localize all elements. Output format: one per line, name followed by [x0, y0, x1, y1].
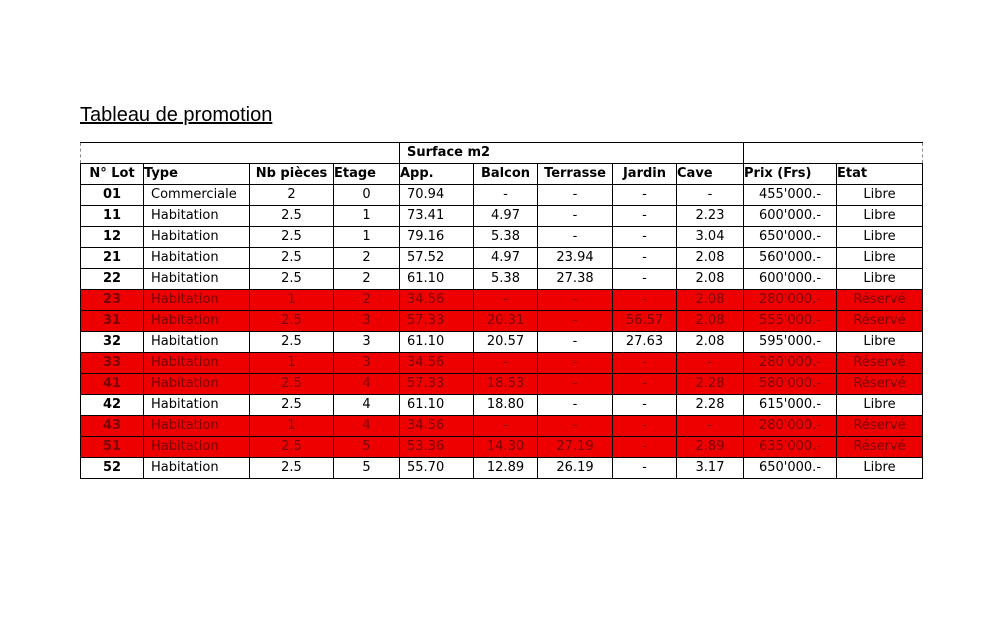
- cell-pieces: 2.5: [250, 374, 334, 395]
- cell-app: 57.33: [400, 311, 474, 332]
- cell-etage: 4: [334, 395, 400, 416]
- table-row: [81, 185, 923, 206]
- cell-etat: Réservé: [837, 311, 923, 332]
- table-row: [81, 248, 923, 269]
- cell-balcon: 12.89: [474, 458, 538, 479]
- cell-type: Commerciale: [144, 185, 250, 206]
- cell-type: Habitation: [144, 395, 250, 416]
- cell-etat: Réservé: [837, 290, 923, 311]
- cell-terrasse: 26.19: [538, 458, 613, 479]
- cell-lot: 52: [81, 458, 144, 479]
- table-row: [81, 206, 923, 227]
- cell-lot: 22: [81, 269, 144, 290]
- cell-etat: Libre: [837, 248, 923, 269]
- cell-etat: Libre: [837, 206, 923, 227]
- cell-type: Habitation: [144, 332, 250, 353]
- cell-pieces: 1: [250, 353, 334, 374]
- cell-etage: 1: [334, 206, 400, 227]
- cell-pieces: 2.5: [250, 332, 334, 353]
- cell-type: Habitation: [144, 248, 250, 269]
- cell-etat: Libre: [837, 395, 923, 416]
- cell-app: 57.52: [400, 248, 474, 269]
- cell-app: 53.36: [400, 437, 474, 458]
- table-row: [81, 290, 923, 311]
- cell-balcon: 14.30: [474, 437, 538, 458]
- table-row: [81, 374, 923, 395]
- cell-prix: 650'000.-: [744, 227, 837, 248]
- cell-jardin: 56.57: [613, 311, 677, 332]
- cell-etage: 2: [334, 290, 400, 311]
- table-row: [81, 332, 923, 353]
- cell-cave: 2.89: [677, 437, 744, 458]
- table-row: [81, 227, 923, 248]
- cell-etat: Réservé: [837, 437, 923, 458]
- cell-pieces: 2.5: [250, 395, 334, 416]
- cell-pieces: 2.5: [250, 458, 334, 479]
- group-header-blank-right: [744, 143, 923, 164]
- cell-terrasse: 23.94: [538, 248, 613, 269]
- cell-cave: -: [677, 353, 744, 374]
- table-row: [81, 458, 923, 479]
- cell-jardin: -: [613, 290, 677, 311]
- cell-pieces: 2.5: [250, 248, 334, 269]
- cell-prix: 595'000.-: [744, 332, 837, 353]
- cell-lot: 01: [81, 185, 144, 206]
- cell-terrasse: -: [538, 374, 613, 395]
- cell-etat: Libre: [837, 332, 923, 353]
- cell-etage: 4: [334, 416, 400, 437]
- cell-prix: 600'000.-: [744, 206, 837, 227]
- cell-jardin: -: [613, 395, 677, 416]
- col-header-balcon: Balcon: [474, 164, 538, 185]
- table-row: [81, 311, 923, 332]
- cell-etage: 3: [334, 353, 400, 374]
- promotion-table: [80, 142, 923, 479]
- cell-jardin: -: [613, 437, 677, 458]
- col-header-pieces: Nb pièces: [250, 164, 334, 185]
- cell-app: 57.33: [400, 374, 474, 395]
- col-header-lot: N° Lot: [81, 164, 144, 185]
- cell-balcon: 20.31: [474, 311, 538, 332]
- cell-type: Habitation: [144, 353, 250, 374]
- cell-lot: 23: [81, 290, 144, 311]
- cell-type: Habitation: [144, 416, 250, 437]
- table-row: [81, 416, 923, 437]
- cell-prix: 280'000.-: [744, 416, 837, 437]
- cell-lot: 33: [81, 353, 144, 374]
- cell-terrasse: -: [538, 395, 613, 416]
- cell-type: Habitation: [144, 269, 250, 290]
- cell-prix: 560'000.-: [744, 248, 837, 269]
- table-row: [81, 353, 923, 374]
- cell-etage: 3: [334, 332, 400, 353]
- cell-balcon: 4.97: [474, 248, 538, 269]
- page-title: Tableau de promotion: [80, 104, 273, 126]
- cell-cave: 2.28: [677, 395, 744, 416]
- cell-balcon: 5.38: [474, 227, 538, 248]
- cell-balcon: -: [474, 353, 538, 374]
- col-header-etage: Etage: [334, 164, 400, 185]
- cell-etage: 5: [334, 437, 400, 458]
- col-header-terrasse: Terrasse: [538, 164, 613, 185]
- table-row: [81, 395, 923, 416]
- cell-lot: 42: [81, 395, 144, 416]
- cell-app: 55.70: [400, 458, 474, 479]
- cell-balcon: 18.53: [474, 374, 538, 395]
- cell-jardin: -: [613, 269, 677, 290]
- table-header-row: [81, 164, 923, 185]
- cell-balcon: 5.38: [474, 269, 538, 290]
- cell-terrasse: -: [538, 185, 613, 206]
- cell-pieces: 2.5: [250, 227, 334, 248]
- cell-prix: 635'000.-: [744, 437, 837, 458]
- table-group-header-row: [81, 143, 923, 164]
- cell-etat: Réservé: [837, 353, 923, 374]
- cell-etat: Libre: [837, 269, 923, 290]
- cell-balcon: -: [474, 416, 538, 437]
- cell-jardin: -: [613, 353, 677, 374]
- cell-etat: Réservé: [837, 374, 923, 395]
- cell-lot: 31: [81, 311, 144, 332]
- cell-balcon: -: [474, 185, 538, 206]
- cell-terrasse: 27.19: [538, 437, 613, 458]
- cell-cave: 2.28: [677, 374, 744, 395]
- group-header-blank: [81, 143, 400, 164]
- table-row: [81, 437, 923, 458]
- cell-lot: 51: [81, 437, 144, 458]
- cell-etage: 4: [334, 374, 400, 395]
- cell-type: Habitation: [144, 227, 250, 248]
- cell-jardin: -: [613, 248, 677, 269]
- cell-cave: 2.08: [677, 311, 744, 332]
- cell-etat: Libre: [837, 185, 923, 206]
- cell-cave: 2.08: [677, 332, 744, 353]
- cell-type: Habitation: [144, 437, 250, 458]
- cell-type: Habitation: [144, 458, 250, 479]
- cell-etat: Libre: [837, 458, 923, 479]
- cell-app: 79.16: [400, 227, 474, 248]
- table-body: [81, 185, 923, 479]
- cell-prix: 615'000.-: [744, 395, 837, 416]
- cell-lot: 21: [81, 248, 144, 269]
- cell-lot: 32: [81, 332, 144, 353]
- cell-jardin: -: [613, 374, 677, 395]
- cell-terrasse: -: [538, 206, 613, 227]
- cell-pieces: 2.5: [250, 437, 334, 458]
- cell-pieces: 2.5: [250, 206, 334, 227]
- cell-lot: 12: [81, 227, 144, 248]
- cell-prix: 555'000.-: [744, 311, 837, 332]
- cell-pieces: 1: [250, 416, 334, 437]
- cell-terrasse: 27.38: [538, 269, 613, 290]
- cell-terrasse: -: [538, 311, 613, 332]
- cell-pieces: 1: [250, 290, 334, 311]
- cell-balcon: -: [474, 290, 538, 311]
- cell-pieces: 2.5: [250, 269, 334, 290]
- cell-terrasse: -: [538, 332, 613, 353]
- cell-prix: 280'000.-: [744, 290, 837, 311]
- cell-terrasse: -: [538, 353, 613, 374]
- cell-terrasse: -: [538, 290, 613, 311]
- cell-jardin: -: [613, 227, 677, 248]
- cell-jardin: -: [613, 416, 677, 437]
- cell-type: Habitation: [144, 374, 250, 395]
- cell-terrasse: -: [538, 416, 613, 437]
- cell-app: 61.10: [400, 332, 474, 353]
- cell-jardin: -: [613, 185, 677, 206]
- cell-pieces: 2.5: [250, 311, 334, 332]
- cell-jardin: -: [613, 458, 677, 479]
- cell-jardin: 27.63: [613, 332, 677, 353]
- cell-cave: 2.08: [677, 248, 744, 269]
- cell-cave: -: [677, 416, 744, 437]
- cell-etat: Libre: [837, 227, 923, 248]
- col-header-jardin: Jardin: [613, 164, 677, 185]
- cell-cave: 2.23: [677, 206, 744, 227]
- cell-app: 61.10: [400, 269, 474, 290]
- cell-app: 70.94: [400, 185, 474, 206]
- col-header-cave: Cave: [677, 164, 744, 185]
- table-row: [81, 269, 923, 290]
- cell-cave: 2.08: [677, 290, 744, 311]
- cell-etage: 2: [334, 269, 400, 290]
- cell-app: 34.56: [400, 353, 474, 374]
- col-header-type: Type: [144, 164, 250, 185]
- cell-prix: 600'000.-: [744, 269, 837, 290]
- cell-type: Habitation: [144, 206, 250, 227]
- cell-balcon: 18.80: [474, 395, 538, 416]
- cell-cave: 2.08: [677, 269, 744, 290]
- cell-prix: 455'000.-: [744, 185, 837, 206]
- cell-lot: 41: [81, 374, 144, 395]
- cell-type: Habitation: [144, 290, 250, 311]
- cell-pieces: 2: [250, 185, 334, 206]
- col-header-prix: Prix (Frs): [744, 164, 837, 185]
- cell-lot: 11: [81, 206, 144, 227]
- cell-app: 34.56: [400, 416, 474, 437]
- cell-cave: -: [677, 185, 744, 206]
- col-header-app: App.: [400, 164, 474, 185]
- cell-etage: 0: [334, 185, 400, 206]
- cell-etage: 2: [334, 248, 400, 269]
- cell-type: Habitation: [144, 311, 250, 332]
- cell-etat: Réservé: [837, 416, 923, 437]
- cell-etage: 5: [334, 458, 400, 479]
- cell-prix: 280'000.-: [744, 353, 837, 374]
- cell-lot: 43: [81, 416, 144, 437]
- surface-group-header: Surface m2: [400, 143, 744, 164]
- cell-etage: 3: [334, 311, 400, 332]
- cell-cave: 3.17: [677, 458, 744, 479]
- cell-prix: 580'000.-: [744, 374, 837, 395]
- cell-prix: 650'000.-: [744, 458, 837, 479]
- cell-app: 61.10: [400, 395, 474, 416]
- cell-etage: 1: [334, 227, 400, 248]
- cell-cave: 3.04: [677, 227, 744, 248]
- cell-balcon: 4.97: [474, 206, 538, 227]
- col-header-etat: Etat: [837, 164, 923, 185]
- cell-app: 73.41: [400, 206, 474, 227]
- cell-terrasse: -: [538, 227, 613, 248]
- cell-balcon: 20.57: [474, 332, 538, 353]
- cell-app: 34.56: [400, 290, 474, 311]
- cell-jardin: -: [613, 206, 677, 227]
